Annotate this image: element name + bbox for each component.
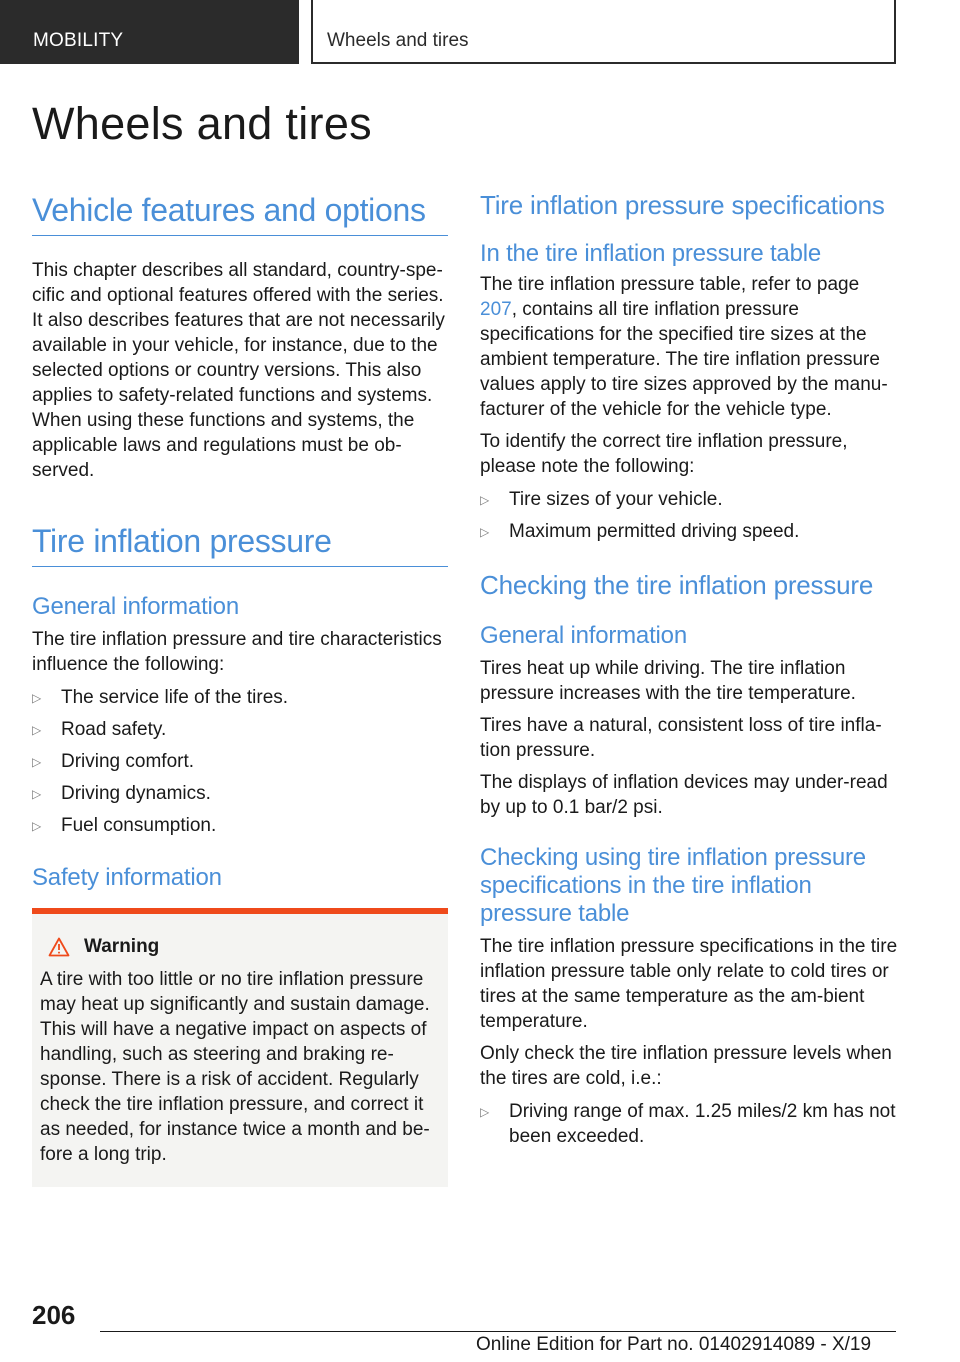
- chapter-label: Wheels and tires: [327, 30, 469, 51]
- table-heading: In the tire inflation pressure table: [480, 240, 821, 267]
- features-heading: Vehicle features and options: [32, 192, 448, 236]
- safety-info-heading: Safety information: [32, 864, 222, 891]
- checking-heading: Checking the tire inflation pressure: [480, 570, 874, 600]
- edition-text: Online Edition for Part no. 01402914089 - X/19: [476, 1334, 872, 1355]
- tire-pressure-heading: Tire inflation pressure: [32, 523, 448, 567]
- triangle-bullet-icon: ▷: [480, 493, 490, 507]
- page-title: Wheels and tires: [32, 98, 372, 149]
- cold-tires-list: [480, 1099, 898, 1149]
- warning-header: [48, 936, 434, 958]
- checking-general-heading: General information: [480, 622, 687, 649]
- influence-list: [32, 685, 448, 838]
- list-item: ▷ Driving comfort.: [32, 749, 448, 774]
- using-table-heading: Checking using tire inflation pressure specifications in the tire inflation pressure table: [480, 844, 866, 927]
- warning-text: A tire with too little or no tire inflation pressure may heat up significantly and sustain damage. This will have a negative impact on aspects of handling, such as steering and braking re-sponse. There is a risk of accident. Regularly check the tire inflation pressure, and correct it as needed, for instance twice a month and be-fore a long trip.: [40, 969, 430, 1165]
- identify-text: To identify the correct tire inflation pressure, please note the following:: [480, 431, 848, 477]
- triangle-bullet-icon: ▷: [32, 723, 42, 737]
- list-item: ▷ Maximum permitted driving speed.: [480, 519, 898, 544]
- warning-box: [32, 908, 448, 1187]
- section-tab: [0, 0, 299, 64]
- checking-general-p2: Tires have a natural, consistent loss of tire infla-tion pressure.: [480, 715, 882, 761]
- features-body: This chapter describes all standard, country-spe-cific and optional features offered with the series. It also describes features that are not necessarily available in your vehicle, for instance, due to the selected options or country versions. This also applies to safety-related functions and systems. When using these functions and systems, the applicable laws and regulations must be ob-served.: [32, 260, 445, 481]
- list-item: ▷ Fuel consumption.: [32, 813, 448, 838]
- page-header: [0, 0, 960, 66]
- footer-divider: [100, 1331, 896, 1332]
- warning-triangle-icon: [48, 937, 70, 957]
- section-label: MOBILITY: [33, 30, 124, 51]
- triangle-bullet-icon: ▷: [32, 787, 42, 801]
- triangle-bullet-icon: ▷: [32, 819, 42, 833]
- list-item: ▷ Road safety.: [32, 717, 448, 742]
- right-column: [480, 190, 898, 1149]
- triangle-bullet-icon: ▷: [480, 1105, 490, 1119]
- triangle-bullet-icon: ▷: [480, 525, 490, 539]
- list-item: ▷ Driving dynamics.: [32, 781, 448, 806]
- warning-title: Warning: [84, 936, 160, 957]
- list-item: ▷ The service life of the tires.: [32, 685, 448, 710]
- specs-heading: Tire inflation pressure specifications: [480, 190, 885, 220]
- table-body: The tire inflation pressure table, refer to page 207, contains all tire inflation pressure specifications for the specified tire sizes at the ambient temperature. The tire inflation pressure values apply to tire sizes approved by the manu-facturer of the vehicle for the vehicle type.: [480, 274, 888, 420]
- identify-list: [480, 487, 898, 544]
- triangle-bullet-icon: ▷: [32, 755, 42, 769]
- page-reference-link[interactable]: 207: [480, 299, 512, 320]
- using-table-p2: Only check the tire inflation pressure levels when the tires are cold, i.e.:: [480, 1043, 892, 1089]
- general-info-heading: General information: [32, 593, 239, 620]
- checking-general-p1: Tires heat up while driving. The tire inflation pressure increases with the tire temperature.: [480, 658, 856, 704]
- checking-general-p3: The displays of inflation devices may under-read by up to 0.1 bar/2 psi.: [480, 772, 888, 818]
- chapter-tab: [311, 0, 896, 64]
- triangle-bullet-icon: ▷: [32, 691, 42, 705]
- list-item: ▷ Driving range of max. 1.25 miles/2 km has not been exceeded.: [480, 1101, 896, 1147]
- using-table-p1: The tire inflation pressure specifications in the tire inflation pressure table only relate to cold tires or tires at the same temperature as the am-bient temperature.: [480, 936, 898, 1032]
- page-number: 206: [32, 1300, 76, 1330]
- list-item: ▷ Tire sizes of your vehicle.: [480, 487, 898, 512]
- left-column: [32, 192, 448, 1187]
- general-info-intro: The tire inflation pressure and tire characteristics influence the following:: [32, 629, 442, 675]
